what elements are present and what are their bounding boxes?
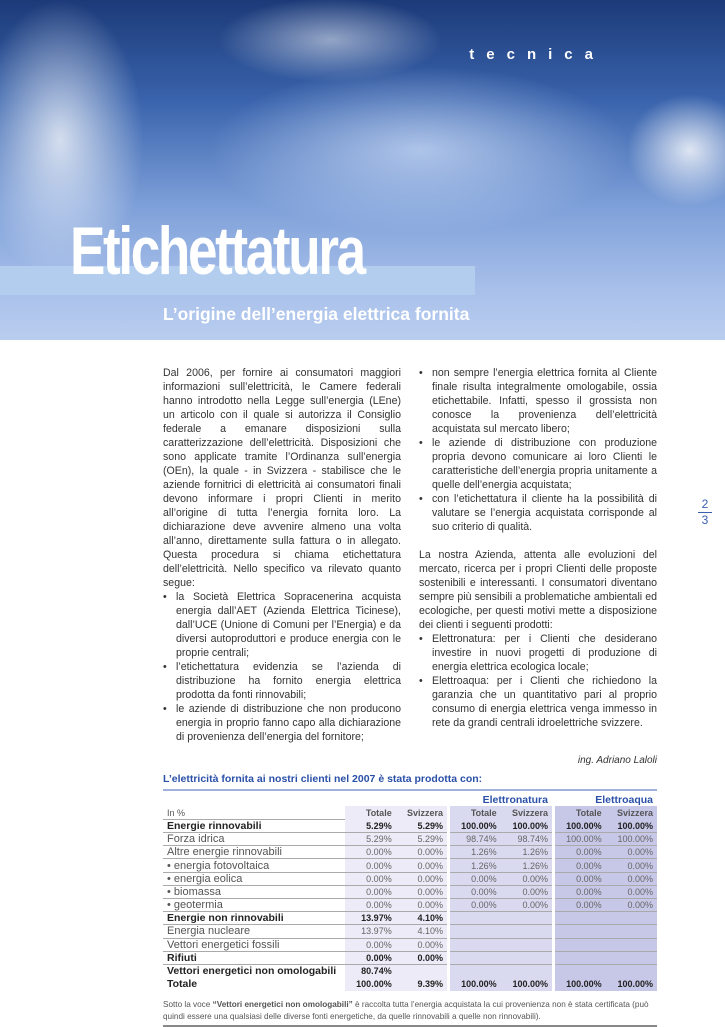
text-columns xyxy=(163,366,657,744)
note-text: è raccolta tutta l’energia acquistata la cui provenienza non è stata certificata (può quindi essere una qualsiasi delle diverse fonti energetiche, da quelle rinnovabili a quelle non rinnovabili). xyxy=(163,999,649,1021)
cell-value: 100.00% xyxy=(345,978,396,991)
row-label: • energia eolica xyxy=(163,872,345,885)
list-item: • le aziende di distribuzione che non producono energia in proprio fanno capo alla dichiarazione di provenienza dell’energia del fornitore; xyxy=(163,702,401,744)
cell-value: 13.97% xyxy=(345,912,396,925)
table-row xyxy=(163,819,657,832)
col-header: Totale xyxy=(555,806,606,819)
cell-value xyxy=(501,925,552,938)
cell-value xyxy=(396,964,447,977)
cell-value: 0.00% xyxy=(606,899,657,912)
intro-paragraph: Dal 2006, per fornire ai consumatori maggiori informazioni sull’elettricità, le Camere federali hanno introdotto nella Legge sull’energia (LEne) un articolo con il quale si autorizza il Consiglio federale a emanare disposizioni sulla caratterizzazione dell’elettricità. Disposizioni che sono applicate tramite l’Ordinanza sull’energia (OEn), la quale - in Svizzera - stabilisce che le aziende fornitrici di elettricità ai consumatori finali devono informare i propri Clienti in merito all’origine di tutta l’energia fornita loro. La dichiarazione deve avvenire almeno una volta all’anno, direttamente sulla fattura o in allegato. Questa procedura si chiama etichettatura dell’elettricità. Nello specifico va rilevato quanto segue: xyxy=(163,367,401,589)
cell-value: 100.00% xyxy=(606,978,657,991)
row-label: Vettori energetici non omologabili xyxy=(167,965,337,978)
group-elettronatura: Elettronatura xyxy=(482,793,548,806)
cell-value: 98.74% xyxy=(501,833,552,846)
cell-value xyxy=(501,964,552,977)
cell-value: 0.00% xyxy=(501,899,552,912)
cell-value: 80.74% xyxy=(345,964,396,977)
list-item: • le aziende di distribuzione con produzione propria devono comunicare ai loro Clienti le caratteristiche dell’energia propria unitamente a quelle dell’energia acquistata; xyxy=(419,436,657,492)
energy-table xyxy=(163,793,657,991)
col-header: Totale xyxy=(345,806,396,819)
right-column xyxy=(419,366,657,730)
table-title: L’elettricità fornita ai nostri clienti nel 2007 è stata prodotta con: xyxy=(163,773,657,791)
row-label: • geotermia xyxy=(163,899,345,912)
col-header: Svizzera xyxy=(396,806,447,819)
cell-value: 4.10% xyxy=(396,912,447,925)
left-column xyxy=(163,366,401,744)
cell-value: 9.39% xyxy=(396,978,447,991)
cell-value: 0.00% xyxy=(396,899,447,912)
cell-value: 0.00% xyxy=(606,846,657,859)
cell-value: 0.00% xyxy=(555,899,606,912)
cell-value xyxy=(606,951,657,964)
cell-value: 0.00% xyxy=(396,859,447,872)
cell-value: 100.00% xyxy=(501,978,552,991)
cell-value: 100.00% xyxy=(450,978,501,991)
page-subtitle: L’origine dell’energia elettrica fornita xyxy=(163,304,470,324)
table-row xyxy=(163,951,657,964)
cell-value: 1.26% xyxy=(501,846,552,859)
table-row xyxy=(163,872,657,885)
cell-value: 98.74% xyxy=(450,833,501,846)
table-row xyxy=(163,859,657,872)
cell-value xyxy=(555,925,606,938)
cell-value: 0.00% xyxy=(396,885,447,898)
table-row xyxy=(163,938,657,951)
cell-value: 5.29% xyxy=(345,833,396,846)
cell-value: 4.10% xyxy=(396,925,447,938)
table-row xyxy=(163,833,657,846)
row-label: Totale xyxy=(167,978,198,991)
cell-value: 0.00% xyxy=(606,859,657,872)
list-item: • l’etichettatura evidenzia se l’azienda di distribuzione ha fornito energia elettrica prodotta da fonti rinnovabili; xyxy=(163,660,401,702)
cell-value xyxy=(606,964,657,977)
cell-value xyxy=(606,912,657,925)
cell-value: 5.29% xyxy=(396,819,447,832)
cell-value: 0.00% xyxy=(396,938,447,951)
list-item: • la Società Elettrica Sopracenerina acquista energia dall’AET (Azienda Elettrica Ticinese), dall’UCE (Unione di Comuni per l’Energia) e da diversi autoproduttori e produce energia con le proprie centrali; xyxy=(163,590,401,660)
cell-value: 0.00% xyxy=(555,859,606,872)
cell-value: 1.26% xyxy=(450,859,501,872)
cell-value: 0.00% xyxy=(345,938,396,951)
signature: ing. Adriano Laloli xyxy=(577,755,657,766)
row-label: Rifiuti xyxy=(163,951,345,964)
cell-value: 13.97% xyxy=(345,925,396,938)
cell-value: 0.00% xyxy=(345,859,396,872)
col-header: Totale xyxy=(450,806,501,819)
cell-value: 0.00% xyxy=(450,885,501,898)
cell-value: 0.00% xyxy=(396,846,447,859)
cell-value: 100.00% xyxy=(606,833,657,846)
cell-value: 100.00% xyxy=(555,819,606,832)
table-row xyxy=(163,899,657,912)
row-label: Vettori energetici fossili xyxy=(163,938,345,951)
article-body xyxy=(163,366,657,1027)
cell-value: 100.00% xyxy=(606,819,657,832)
note-bold: “Vettori energetici non omologabili” xyxy=(212,999,353,1009)
cell-value xyxy=(501,951,552,964)
list-item: • con l’etichettatura il cliente ha la possibilità di valutare se l’energia acquistata corrisponde al suo criterio di qualità. xyxy=(419,492,657,534)
col-header: Svizzera xyxy=(606,806,657,819)
cell-value xyxy=(450,938,501,951)
section-label: tecnica xyxy=(469,46,605,63)
table-row xyxy=(163,964,657,977)
header-photo xyxy=(0,0,725,340)
col-header: Svizzera xyxy=(501,806,552,819)
row-label: • biomassa xyxy=(163,885,345,898)
row-label: • energia fotovoltaica xyxy=(163,859,345,872)
page-number xyxy=(698,497,712,528)
cell-value xyxy=(555,912,606,925)
cell-value: 0.00% xyxy=(501,872,552,885)
cell-value: 0.00% xyxy=(555,872,606,885)
table-row xyxy=(163,885,657,898)
cell-value: 0.00% xyxy=(450,899,501,912)
unit-label: In % xyxy=(163,806,345,819)
cell-value: 0.00% xyxy=(396,951,447,964)
list-item: • Elettroaqua: per i Clienti che richiedono la garanzia che un quantitativo pari al proprio consumo di energia elettrica venga immesso in rete da grandi centrali idroelettriche svizzere. xyxy=(419,674,657,730)
cell-value: 5.29% xyxy=(345,819,396,832)
cell-value: 100.00% xyxy=(450,819,501,832)
cell-value xyxy=(606,938,657,951)
table-row xyxy=(163,912,657,925)
list-item: • non sempre l’energia elettrica fornita al Cliente finale risulta integralmente omologabile, ossia etichettabile. Infatti, spesso il grossista non conosce la provenienza dell’elettricità acquistata sul mercato libero; xyxy=(419,366,657,436)
table-row xyxy=(163,925,657,938)
cell-value xyxy=(501,912,552,925)
cell-value: 100.00% xyxy=(501,819,552,832)
cell-value: 0.00% xyxy=(345,951,396,964)
cell-value xyxy=(501,938,552,951)
row-label: Energie rinnovabili xyxy=(163,819,345,832)
cell-value: 100.00% xyxy=(555,833,606,846)
cell-value: 1.26% xyxy=(450,846,501,859)
cell-value: 0.00% xyxy=(606,872,657,885)
cell-value xyxy=(555,938,606,951)
cell-value xyxy=(555,964,606,977)
cell-value: 0.00% xyxy=(555,846,606,859)
row-label: Energia nucleare xyxy=(163,925,345,938)
cell-value: 0.00% xyxy=(345,846,396,859)
cell-value xyxy=(450,951,501,964)
page-number-left: 2 xyxy=(701,497,709,511)
cell-value xyxy=(450,912,501,925)
row-label: Energie non rinnovabili xyxy=(163,912,345,925)
cell-value xyxy=(555,951,606,964)
cell-value: 0.00% xyxy=(345,885,396,898)
table-row xyxy=(163,846,657,859)
cell-value: 0.00% xyxy=(396,872,447,885)
group-elettroaqua: Elettroaqua xyxy=(595,793,653,806)
table-footnote xyxy=(163,999,657,1027)
cell-value xyxy=(450,964,501,977)
cell-value: 0.00% xyxy=(606,885,657,898)
cell-value: 0.00% xyxy=(501,885,552,898)
table-row xyxy=(163,978,657,991)
page-title: Etichettatura xyxy=(70,213,364,289)
cell-value: 100.00% xyxy=(555,978,606,991)
row-label: Forza idrica xyxy=(163,833,345,846)
cell-value xyxy=(606,925,657,938)
cell-value: 0.00% xyxy=(345,899,396,912)
cell-value: 1.26% xyxy=(501,859,552,872)
cell-value xyxy=(450,925,501,938)
row-label: Altre energie rinnovabili xyxy=(163,846,345,859)
cell-value: 0.00% xyxy=(555,885,606,898)
cell-value: 0.00% xyxy=(345,872,396,885)
products-paragraph: La nostra Azienda, attenta alle evoluzioni del mercato, ricerca per i propri Clienti delle proposte sostenibili e interessanti. I consumatori diventano sempre più sensibili a problematiche ambientali ed ecologiche, per questi motivi mette a disposizione dei clienti i seguenti prodotti: xyxy=(419,549,657,631)
cell-value: 5.29% xyxy=(396,833,447,846)
note-text: Sotto la voce xyxy=(163,999,213,1009)
cell-value: 0.00% xyxy=(450,872,501,885)
page-number-right: 3 xyxy=(701,513,709,527)
list-item: • Elettronatura: per i Clienti che desiderano investire in nuovi progetti di produzione di energia elettrica ecologica locale; xyxy=(419,632,657,674)
